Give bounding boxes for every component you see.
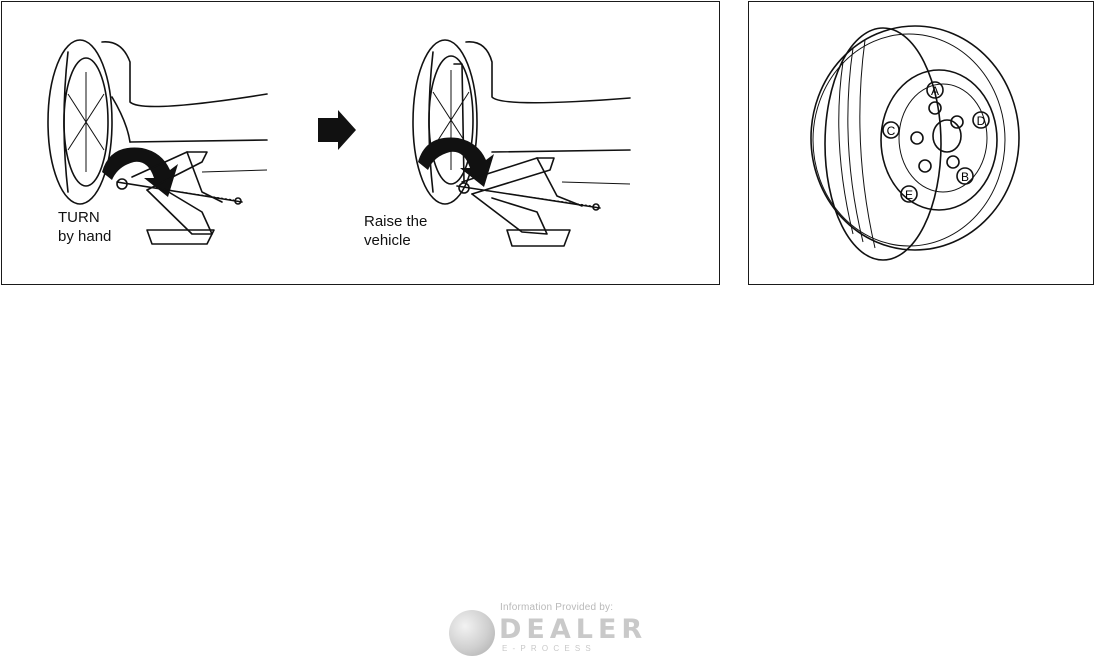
watermark-provided-by: Information Provided by: [500, 602, 614, 613]
lug-label-e: E [904, 188, 914, 202]
right-arrow-icon [318, 110, 356, 150]
dealer-logo-icon [449, 610, 495, 656]
dealer-watermark [445, 602, 655, 662]
watermark-brand: DEALER [499, 614, 648, 645]
jack-illustration-panel [1, 1, 720, 285]
lug-label-b: B [960, 170, 970, 184]
lug-label-c: C [886, 124, 896, 138]
turn-by-hand-caption: TURN by hand [58, 209, 112, 245]
lug-label-d: D [976, 114, 986, 128]
lug-label-a: A [930, 84, 940, 98]
wheel-illustration-panel [748, 1, 1094, 285]
wheel-illustration [749, 2, 1095, 286]
scene-raise-vehicle [413, 40, 630, 246]
raise-vehicle-caption: Raise the vehicle [364, 213, 428, 249]
watermark-sub: E-PROCESS [502, 644, 596, 653]
